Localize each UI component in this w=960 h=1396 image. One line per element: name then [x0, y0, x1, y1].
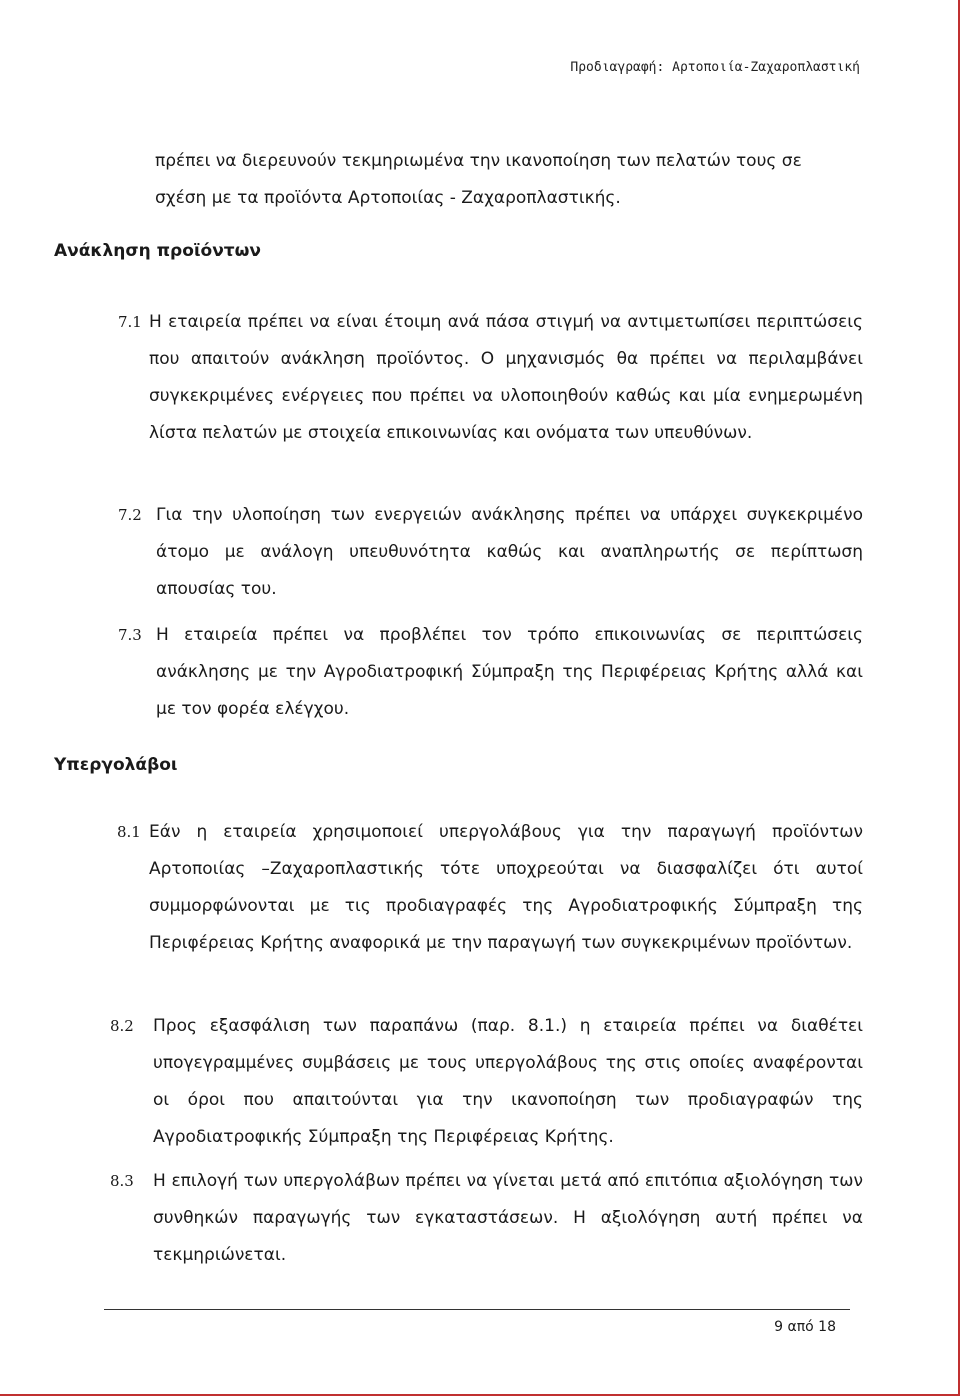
list-item: [118, 304, 863, 452]
list-item: [117, 814, 863, 962]
item-number: 8.3: [110, 1172, 134, 1190]
section-heading-subcontractors: Υπεργολάβοι: [54, 755, 178, 775]
item-number: 7.1: [118, 313, 142, 331]
item-text: Προς εξασφάλιση των παραπάνω (παρ. 8.1.) η εταιρεία πρέπει να διαθέτει υπογεγραμμένες συμβάσεις με τους υπεργολάβους της στις οποίες αναφέρονται οι όροι που απαιτούνται για την ικανοποίηση των προδιαγραφών της Αγροδιατροφικής Σύμπραξη της Περιφέρειας Κρήτης.: [153, 1016, 863, 1147]
footer-divider: [104, 1309, 850, 1310]
item-number: 8.1: [117, 823, 141, 841]
item-number: 7.2: [118, 506, 142, 524]
item-text: Η εταιρεία πρέπει να προβλέπει τον τρόπο επικοινωνίας σε περιπτώσεις ανάκλησης με την Αγροδιατροφική Σύμπραξη της Περιφέρειας Κρήτης αλλά και με τον φορέα ελέγχου.: [156, 625, 863, 719]
list-item: [110, 1163, 863, 1274]
intro-paragraph: πρέπει να διερευνούν τεκμηριωμένα την ικανοποίηση των πελατών τους σε σχέση με τα προϊόντα Αρτοποιίας - Ζαχαροπλαστικής.: [155, 151, 802, 208]
item-number: 7.3: [118, 626, 142, 644]
page-number: 9 από 18: [774, 1319, 836, 1335]
list-item: [118, 497, 863, 608]
page-header: Προδιαγραφή: Αρτοποιία-Ζαχαροπλαστική: [570, 60, 860, 75]
list-item: [110, 1008, 863, 1156]
item-text: Η εταιρεία πρέπει να είναι έτοιμη ανά πάσα στιγμή να αντιμετωπίσει περιπτώσεις που απαιτούν ανάκληση προϊόντος. Ο μηχανισμός θα πρέπει να περιλαμβάνει συγκεκριμένες ενέργειες που πρέπει να υλοποιηθούν καθώς και μία ενημερωμένη λίστα πελατών με στοιχεία επικοινωνίας και ονόματα των υπευθύνων.: [149, 312, 863, 443]
item-text: Η επιλογή των υπεργολάβων πρέπει να γίνεται μετά από επιτόπια αξιολόγηση των συνθηκών παραγωγής των εγκαταστάσεων. Η αξιολόγηση αυτή πρέπει να τεκμηριώνεται.: [153, 1171, 863, 1265]
section-heading-recall: Ανάκληση προϊόντων: [54, 241, 261, 261]
list-item: [118, 617, 863, 728]
item-number: 8.2: [110, 1017, 134, 1035]
item-text: Εάν η εταιρεία χρησιμοποιεί υπεργολάβους για την παραγωγή προϊόντων Αρτοποιίας –Ζαχαροπλαστικής τότε υποχρεούται να διασφαλίζει ότι αυτοί συμμορφώνονται με τις προδιαγραφές της Αγροδιατροφικής Σύμπραξη της Περιφέρειας Κρήτης αναφορικά με την παραγωγή των συγκεκριμένων προϊόντων.: [149, 822, 863, 953]
item-text: Για την υλοποίηση των ενεργειών ανάκλησης πρέπει να υπάρχει συγκεκριμένο άτομο με ανάλογη υπευθυνότητα καθώς και αναπληρωτής σε περίπτωση απουσίας του.: [156, 505, 863, 599]
